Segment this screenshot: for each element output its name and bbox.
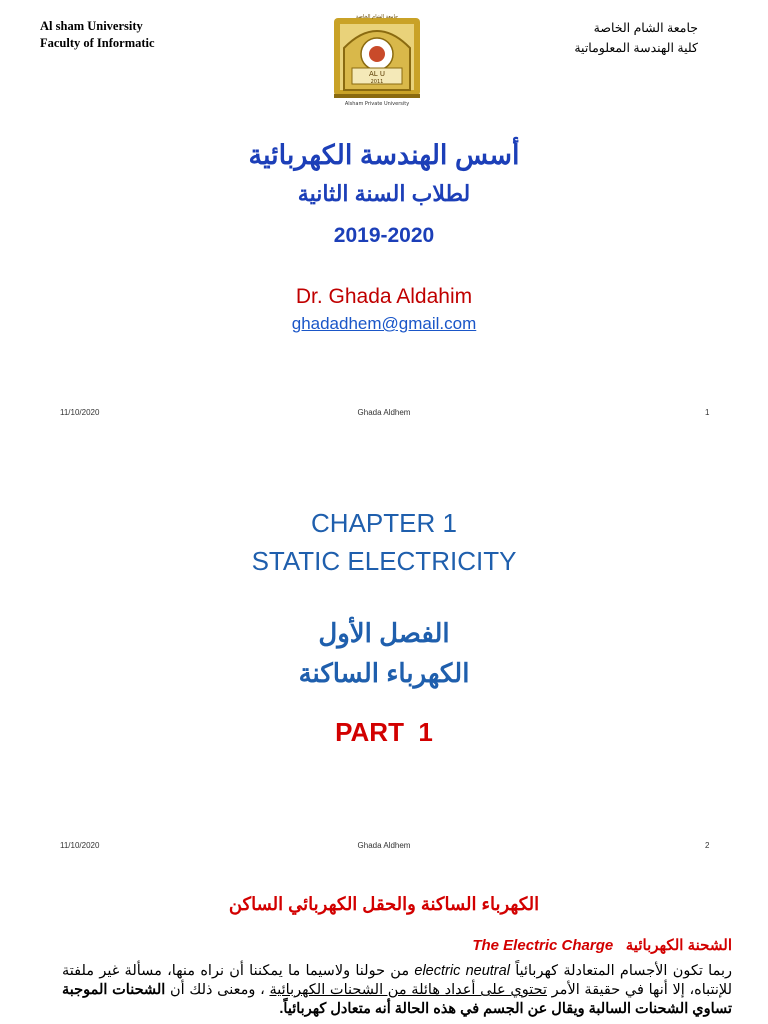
chapter-number: CHAPTER 1 (311, 508, 457, 538)
charge-heading-en: The Electric Charge (472, 937, 614, 954)
para-term-en: electric neutral (414, 963, 510, 979)
logo-emblem (330, 10, 424, 108)
para-text-1: ربما تكون الأجسام المتعادلة كهربائياً (509, 963, 733, 979)
author-name: Dr. Ghada Aldahim (295, 285, 473, 308)
para-bold-text: الشحنات الموجبة تساوي الشحنات السالبة ويقال عن الجسم في هذه الحالة أنه متعادل كهربائياً. (62, 982, 732, 1017)
charge-paragraph (62, 962, 732, 1019)
part-label: PART 1 (335, 717, 433, 747)
author-email-link[interactable]: ghadadhem@gmail.com (291, 314, 477, 333)
academic-year: 2019-2020 (333, 224, 435, 247)
header-en (40, 18, 155, 52)
chapter-title: STATIC ELECTRICITY (251, 546, 517, 576)
course-title-ar: أسس الهندسة الكهربائية (248, 140, 520, 170)
logo-initials: AL U (368, 70, 386, 78)
chapter-number-ar: الفصل الأول (318, 618, 450, 648)
footer-date: 11/10/2020 (60, 408, 100, 417)
university-name-ar: جامعة الشام الخاصة (593, 21, 698, 35)
faculty-name-ar: كلية الهندسة المعلوماتية (574, 41, 698, 55)
para-text-3: ، ومعنى ذلك أن (165, 982, 265, 998)
para-text-2: من حولنا ولاسيما ما يمكننا أن نراه منها، مسألة غير ملفتة للإنتباه، إلا أنها في حقيقة الأمر (62, 963, 733, 998)
chapter-title-ar: الكهرباء الساكنة (298, 658, 470, 688)
footer-name: Ghada Aldhem (357, 841, 411, 850)
footer-name: Ghada Aldhem (357, 408, 411, 417)
electric-charge-heading (472, 936, 732, 954)
logo-arc-text: جامعة الشام الخاصة (355, 14, 399, 20)
charge-heading-ar: الشحنة الكهربائية (625, 937, 732, 954)
para-underlined-text: تحتوي على أعداد هائلة من الشحنات الكهربائية (269, 982, 547, 998)
course-subtitle-ar: لطلاب السنة الثانية (297, 181, 471, 206)
logo-caption: Alsham Private University (344, 101, 410, 107)
faculty-name-en: Faculty of Informatic (40, 36, 155, 50)
section-title-ar: الكهرباء الساكنة والحقل الكهربائي الساكن (228, 894, 540, 914)
footer-page-number: 1 (705, 408, 710, 417)
university-name-en: Al sham University (40, 19, 143, 33)
logo-year: 2011 (370, 79, 384, 85)
university-logo (330, 10, 424, 108)
footer-page-number: 2 (705, 841, 710, 850)
header-ar (574, 18, 698, 58)
footer-date: 11/10/2020 (60, 841, 100, 850)
